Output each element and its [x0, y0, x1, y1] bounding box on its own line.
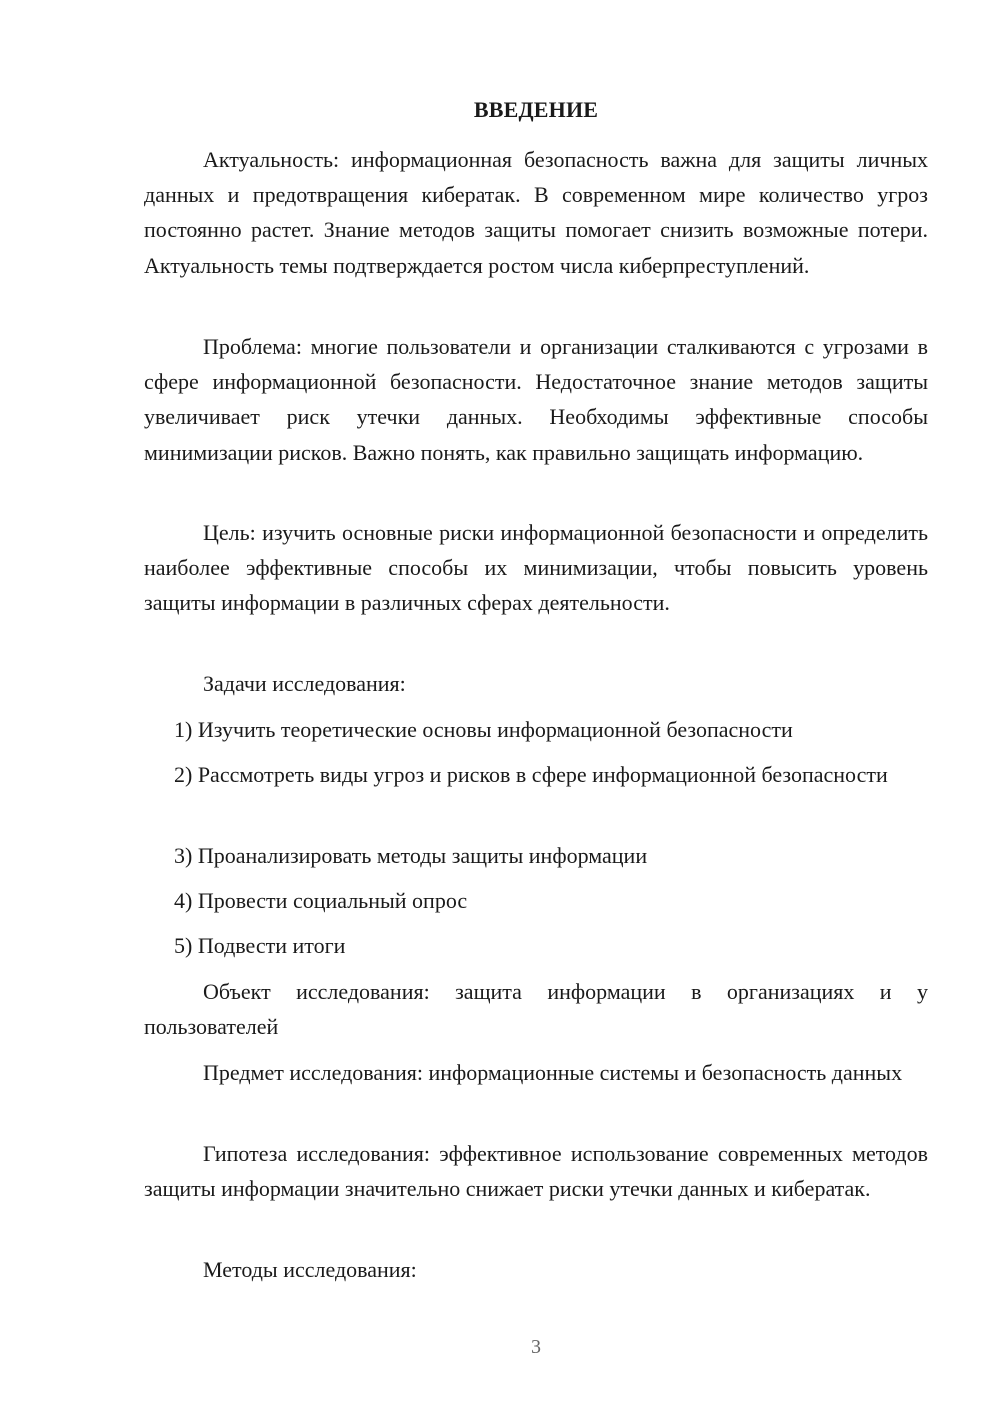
page-number: 3: [531, 1336, 541, 1358]
task-item-4: 4) Провести социальный опрос: [174, 888, 468, 913]
relevance-paragraph: Актуальность: информационная безопасность важна для защиты личных данных и предотвращения кибератак. В современном мире количество угроз постоянно растет. Знание методов защиты помогает снизить возможные потери. Актуальность темы подтверждается ростом числа киберпреступлений.: [144, 147, 928, 278]
task-item-3: 3) Проанализировать методы защиты информации: [174, 843, 648, 868]
subject-paragraph: Предмет исследования: информационные системы и безопасность данных: [203, 1060, 903, 1085]
problem-paragraph: Проблема: многие пользователи и организации сталкиваются с угрозами в сфере информационной безопасности. Недостаточное знание методов защиты увеличивает риск утечки данных. Необходимы эффективные способы минимизации рисков. Важно понять, как правильно защищать информацию.: [144, 334, 928, 465]
hypothesis-paragraph: Гипотеза исследования: эффективное использование современных методов защиты информации значительно снижает риски утечки данных и кибератак.: [144, 1141, 928, 1202]
methods-heading: Методы исследования:: [203, 1257, 417, 1282]
object-paragraph: Объект исследования: защита информации в организациях и у пользователей: [144, 979, 928, 1040]
tasks-heading: Задачи исследования:: [203, 671, 406, 696]
section-title: ВВЕДЕНИЕ: [473, 97, 599, 122]
task-item-5: 5) Подвести итоги: [174, 933, 346, 958]
task-item-2: 2) Рассмотреть виды угроз и рисков в сфере информационной безопасности: [174, 762, 888, 787]
goal-paragraph: Цель: изучить основные риски информационной безопасности и определить наиболее эффективные способы их минимизации, чтобы повысить уровень защиты информации в различных сферах деятельности.: [144, 520, 928, 616]
task-item-1: 1) Изучить теоретические основы информационной безопасности: [174, 717, 793, 742]
